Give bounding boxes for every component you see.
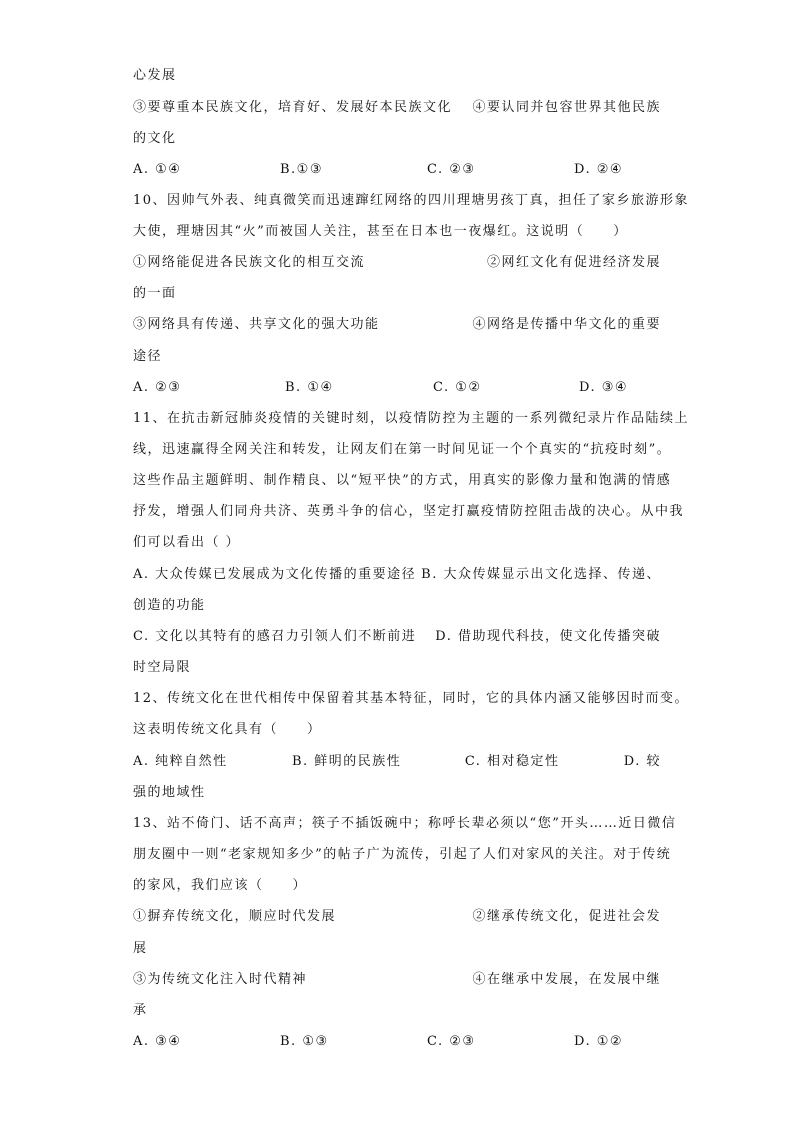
text-line: [133, 565, 661, 585]
option-d: D. 较: [623, 754, 661, 769]
option-3: ③要尊重本民族文化，培育好、发展好本民族文化: [133, 100, 453, 115]
option-b: B. ①④: [285, 380, 334, 395]
option-d: D. ②④: [574, 162, 624, 177]
q9-options: [133, 160, 661, 180]
option-a: A. 纯粹自然性: [133, 754, 228, 769]
option-1: ①网络能促进各民族文化的相互交流: [133, 255, 366, 270]
text-line: 的一面: [133, 286, 177, 301]
text-line: 朋友圈中一则“老家规知多少”的帖子广为流传，引起了人们对家风的关注。对于传统: [133, 847, 672, 862]
option-c: C. ②③: [427, 162, 476, 177]
text-line: 们可以看出（ ）: [133, 535, 241, 550]
option-a: A. ②③: [133, 380, 182, 395]
option-a: A. ①④: [133, 162, 182, 177]
text-line: 展: [133, 941, 148, 956]
text-line: 大使，理塘因其“火”而被国人关注，甚至在日本也一夜爆红。这说明（ ）: [133, 224, 628, 239]
text-line: [133, 627, 661, 647]
question-12: 12、传统文化在世代相传中保留着其基本特征，同时，它的具体内涵又能够因时而变。: [133, 691, 690, 706]
text-line: [133, 98, 661, 118]
text-line: 心发展: [133, 68, 177, 83]
option-4: ④要认同并包容世界其他民族: [472, 100, 661, 115]
q12-options: [133, 752, 661, 772]
option-c: C. 相对稳定性: [464, 754, 560, 769]
text-line: 承: [133, 1003, 148, 1018]
option-d: D. 借助现代科技，使文化传播突破: [435, 629, 661, 644]
q13-options: [133, 1032, 661, 1052]
option-c: C. 文化以其特有的感召力引领人们不断前进: [133, 629, 417, 644]
option-c: C. ②③: [427, 1034, 476, 1049]
option-4: ④网络是传播中华文化的重要: [472, 317, 661, 332]
option-a: A. ③④: [133, 1034, 182, 1049]
option-b: B.①③: [280, 162, 323, 177]
option-b: B. 鲜明的民族性: [291, 754, 402, 769]
option-b: B. 大众传媒显示出文化选择、传递、: [421, 567, 661, 582]
text-line: 的家风，我们应该（ ）: [133, 878, 308, 893]
text-line: 创造的功能: [133, 598, 206, 613]
text-line: 的文化: [133, 131, 177, 146]
option-d: D. ①②: [574, 1034, 624, 1049]
text-line: 线，迅速赢得全网关注和转发，让网友们在第一时间见证一个个真实的“抗疫时刻”。: [133, 442, 672, 457]
question-13: 13、站不倚门、话不高声；筷子不插饭碗中；称呼长辈必须以“您”开头……近日微信: [133, 816, 677, 831]
option-2: ②网红文化有促进经济发展: [486, 255, 661, 270]
option-c: C. ①②: [433, 380, 482, 395]
option-3: ③网络具有传递、共享文化的强大功能: [133, 317, 380, 332]
option-3: ③为传统文化注入时代精神: [133, 972, 308, 987]
question-11: 11、在抗击新冠肺炎疫情的关键时刻，以疫情防控为主题的一系列微纪录片作品陆续上: [133, 411, 690, 426]
option-b: B. ①③: [280, 1034, 329, 1049]
text-line: 强的地域性: [133, 785, 206, 800]
text-line: 时空局限: [133, 660, 192, 675]
option-a: A. 大众传媒已发展成为文化传播的重要途径: [133, 567, 417, 582]
text-line: 这表明传统文化具有（ ）: [133, 722, 322, 737]
option-2: ②继承传统文化，促进社会发: [472, 909, 661, 924]
text-line: 途径: [133, 349, 163, 364]
text-line: [133, 315, 661, 335]
text-line: 抒发，增强人们同舟共济、英勇斗争的信心，坚定打赢疫情防控阻击战的决心。从中我: [133, 504, 685, 519]
option-1: ①摒弃传统文化，顺应时代发展: [133, 909, 337, 924]
question-10: 10、因帅气外表、纯真微笑而迅速蹿红网络的四川理塘男孩丁真，担任了家乡旅游形象: [133, 193, 690, 208]
text-line: [133, 253, 661, 273]
option-d: D. ③④: [579, 380, 629, 395]
text-line: 这些作品主题鲜明、制作精良、以“短平快”的方式，用真实的影像力量和饱满的情感: [133, 473, 672, 488]
option-4: ④在继承中发展，在发展中继: [472, 972, 661, 987]
text-line: [133, 970, 661, 990]
text-line: [133, 907, 661, 927]
q10-options: [133, 378, 661, 398]
